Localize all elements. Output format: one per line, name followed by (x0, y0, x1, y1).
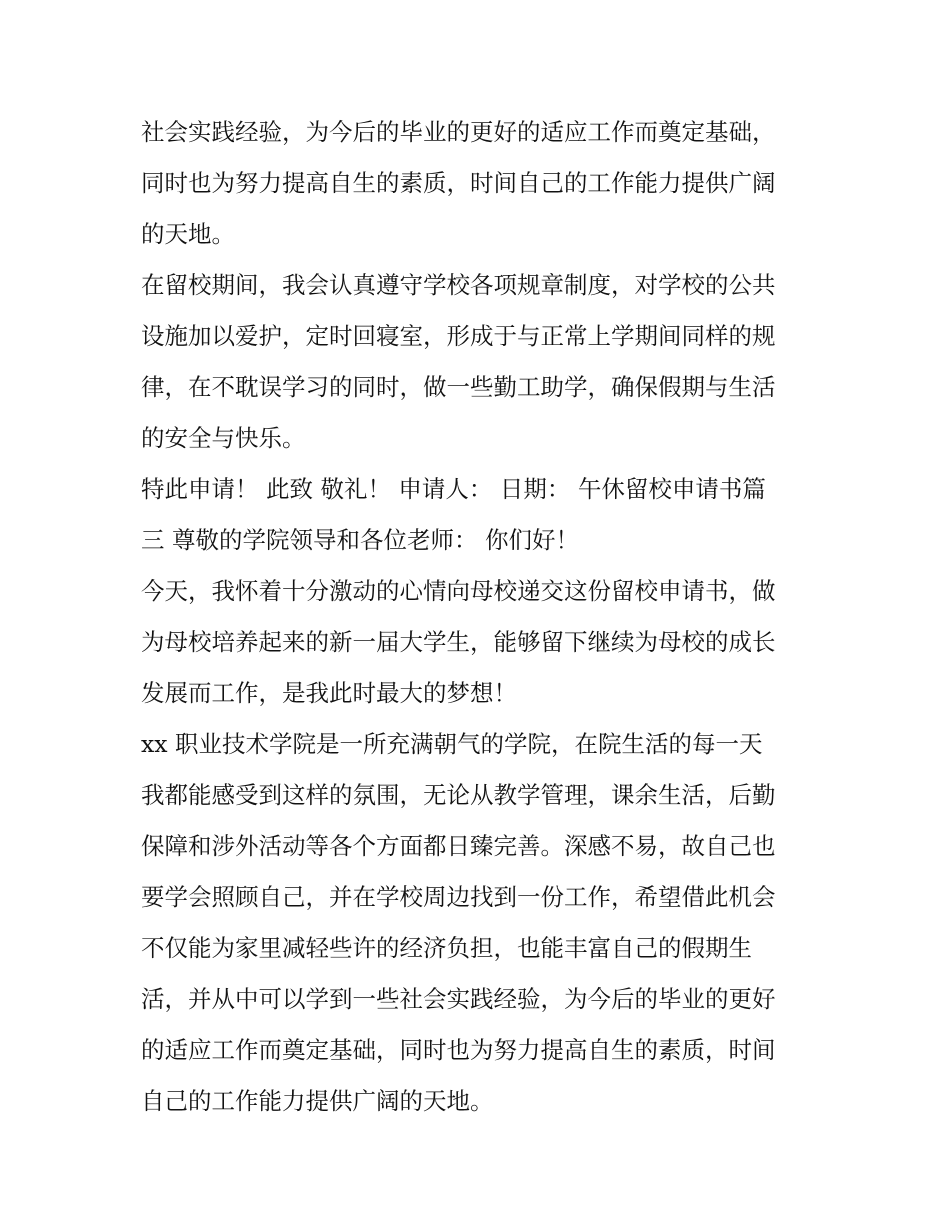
text-line: 同时也为努力提高自生的素质，时间自己的工作能力提供广阔 (141, 169, 776, 197)
text-line: 社会实践经验，为今后的毕业的更好的适应工作而奠定基础， (141, 118, 776, 146)
text-line: 要学会照顾自己，并在学校周边找到一份工作，希望借此机会 (141, 883, 776, 911)
text-line: 的安全与快乐。 (141, 424, 306, 452)
text-line: 的天地。 (141, 220, 235, 248)
document-body (141, 107, 821, 1127)
text-line: 三 尊敬的学院领导和各位老师： 你们好！ (141, 526, 579, 554)
text-line: 在留校期间，我会认真遵守学校各项规章制度，对学校的公共 (141, 271, 776, 299)
text-line: 今天，我怀着十分激动的心情向母校递交这份留校申请书，做 (141, 577, 776, 605)
text-line: 发展而工作，是我此时最大的梦想！ (141, 679, 517, 707)
text-line: 不仅能为家里减轻些许的经济负担，也能丰富自己的假期生 (141, 934, 752, 962)
text-line: 特此申请！ 此致 敬礼！ 申请人： 日期： 午休留校申请书篇 (141, 475, 766, 503)
text-line: 设施加以爱护，定时回寝室，形成于与正常上学期间同样的规 (141, 322, 776, 350)
text-line: xx 职业技术学院是一所充满朝气的学院，在院生活的每一天 (141, 730, 763, 758)
text-line: 为母校培养起来的新一届大学生，能够留下继续为母校的成长 (141, 628, 776, 656)
text-line: 活，并从中可以学到一些社会实践经验，为今后的毕业的更好 (141, 985, 776, 1013)
text-line: 保障和涉外活动等各个方面都日臻完善。深感不易，故自己也 (141, 832, 776, 860)
text-line: 的适应工作而奠定基础，同时也为努力提高自生的素质，时间 (141, 1036, 776, 1064)
text-line: 律，在不耽误学习的同时，做一些勤工助学，确保假期与生活 (141, 373, 776, 401)
text-line: 我都能感受到这样的氛围，无论从教学管理，课余生活，后勤 (141, 781, 776, 809)
text-line: 自己的工作能力提供广阔的天地。 (141, 1087, 494, 1115)
